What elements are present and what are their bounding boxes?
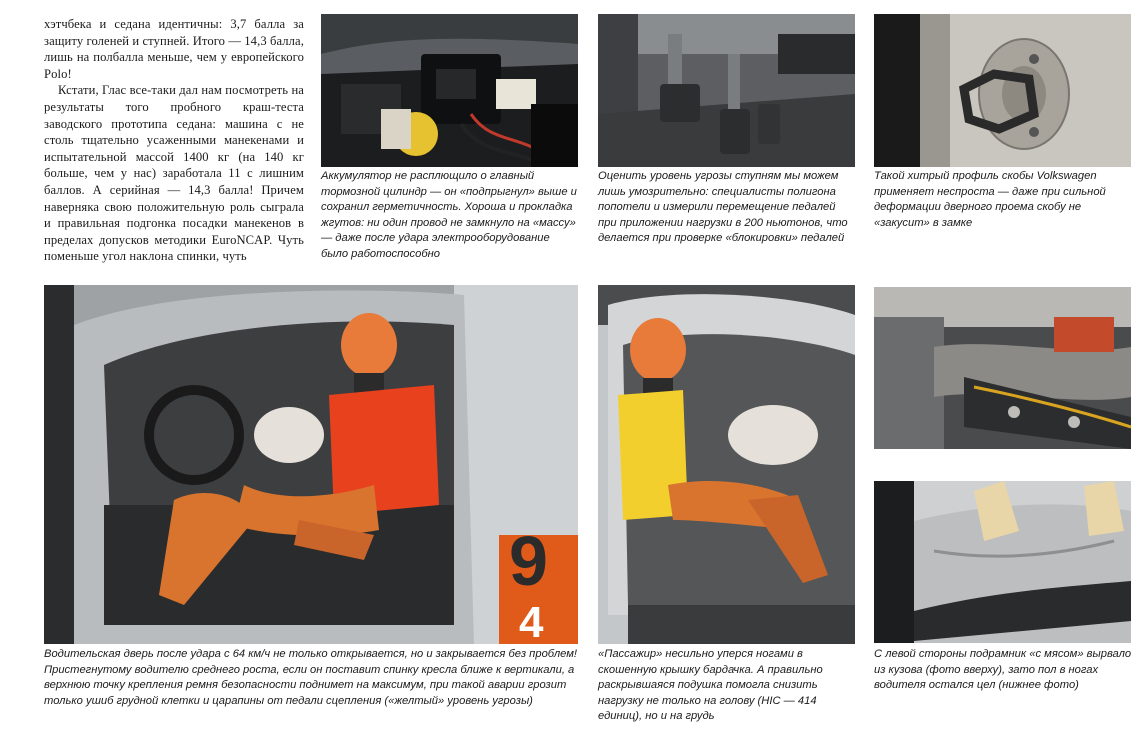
photo-door-striker xyxy=(874,14,1131,167)
article-paragraph: хэтчбека и седана идентичны: 3,7 балла за защиту голеней и ступней. Итого — 14,3 балла, лишь на полбалла меньше, чем у европейского Polo! xyxy=(44,17,304,81)
caption-passenger: «Пассажир» несильно уперся ногами в скошенную крышку бардачка. А правильно раскрывшаяся подушка помогла снизить нагрузку не только на голову (HIC — 414 единиц), но и на грудь xyxy=(598,648,823,723)
car-plate-mark: 4 xyxy=(519,598,544,644)
caption-driver-door: Водительская дверь после удара с 64 км/ч не только открывается, но и закрывается без проблем! Пристегнутому водителю среднего роста, если он поставит спинку кресла ближе к вертикали, а верхнюю точку крепления ремня безопасности поднимет на максимум, при такой аварии грозит только ушиб грудной клетки и царапины от педали сцепления («желтый» уровень угрозы) xyxy=(44,648,578,707)
photo-pedals xyxy=(598,14,855,167)
caption-subframe: С левой стороны подрамник «с мясом» вырвало из кузова (фото вверху), зато пол в ногах водителя остался цел (нижнее фото) xyxy=(874,648,1132,692)
photo-floor-bottom xyxy=(874,481,1131,643)
photo-engine-bay xyxy=(321,14,578,167)
caption-door-striker: Такой хитрый профиль скобы Volkswagen применяет неспроста — даже при сильной деформации дверного проема скобу не «закусит» в замке xyxy=(874,170,1106,229)
photo-passenger-dummy xyxy=(598,285,855,644)
caption-engine-bay: Аккумулятор не расплющило о главный тормозной цилиндр — он «подпрыгнул» выше и сохранил герметичность. Хороша и прокладка жгутов: ни один провод не замкнуло на «массу» — даже после удара электрооборудование было работоспособно xyxy=(321,170,577,260)
article-body xyxy=(44,16,304,265)
photo-subframe-top xyxy=(874,287,1131,449)
car-number-mark: 9 xyxy=(509,522,548,600)
photo-driver-dummy xyxy=(44,285,578,644)
caption-pedals: Оценить уровень угрозы ступням мы можем лишь умозрительно: специалисты полигона попотели и измерили перемещение педалей при приложении нагрузки в 200 ньютонов, что делается при проверке «блокировки» педалей xyxy=(598,170,848,245)
article-paragraph: Кстати, Глас все-таки дал нам посмотреть на результаты того пробного краш-теста заводского прототипа седана: машина с не столь тщательно усаженными манекенами и испытательной массой 1400 кг (на 140 кг больше, чем у нас) заработала 11 с лишним баллов. А серийная — 14,3 балла! Причем наверняка свою положительную роль сыграла и правильная подгонка посадки манекенов в пределах допусков методики EuroNCAP. Чуть поменьше угол наклона спинки, чуть xyxy=(44,83,304,264)
